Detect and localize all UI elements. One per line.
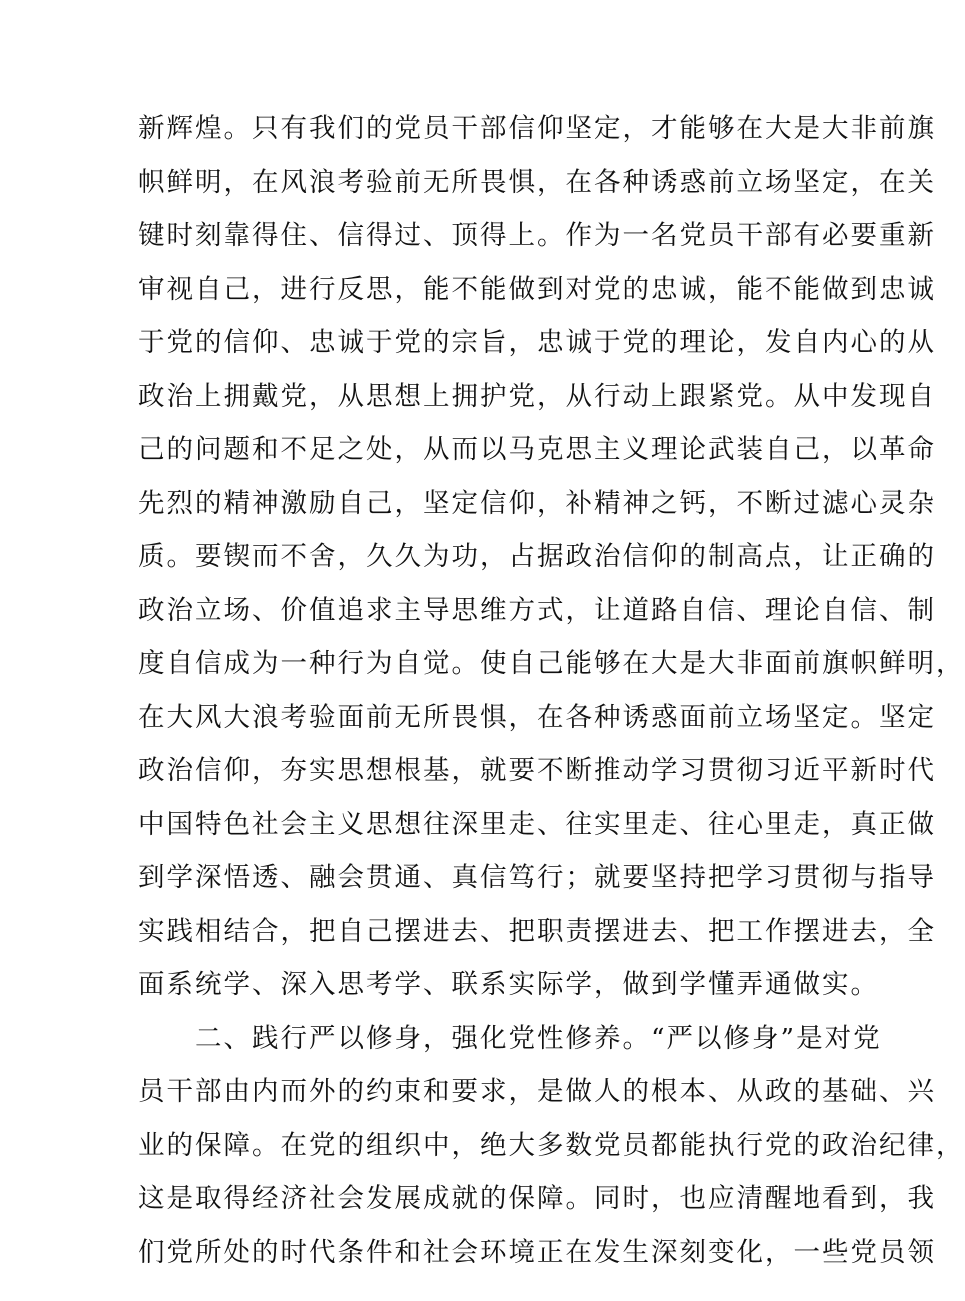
text-line: 先烈的精神激励自己，坚定信仰，补精神之钙，不断过滤心灵杂 [138, 487, 936, 519]
text-line: 在大风大浪考验面前无所畏惧，在各种诱惑面前立场坚定。坚定 [138, 701, 936, 733]
text-line: 到学深悟透、融会贯通、真信笃行；就要坚持把学习贯彻与指导 [138, 862, 936, 893]
text-line: 员干部由内而外的约束和要求，是做人的根本、从政的基础、兴 [138, 1076, 936, 1107]
text-line: 政治上拥戴党，从思想上拥护党，从行动上跟紧党。从中发现自 [138, 380, 936, 412]
text-line: 于党的信仰、忠诚于党的宗旨，忠诚于党的理论，发自内心的从 [138, 327, 936, 358]
text-line: 政治信仰，夯实思想根基，就要不断推动学习贯彻习近平新时代 [138, 755, 936, 786]
text-line: 二、践行严以修身，强化党性修养。“严以修身”是对党 [138, 1022, 882, 1054]
body-text [138, 107, 965, 1284]
text-line: 政治立场、价值追求主导思维方式，让道路自信、理论自信、制 [138, 594, 936, 626]
text-line: 这是取得经济社会发展成就的保障。同时，也应清醒地看到，我 [138, 1183, 936, 1214]
text-line: 面系统学、深入思考学、联系实际学，做到学懂弄通做实。 [138, 969, 879, 1000]
text-line: 度自信成为一种行为自觉。使自己能够在大是大非面前旗帜鲜明， [138, 648, 965, 679]
text-line: 中国特色社会主义思想往深里走、往实里走、往心里走，真正做 [138, 808, 936, 840]
text-line: 们党所处的时代条件和社会环境正在发生深刻变化，一些党员领 [138, 1236, 936, 1268]
text-line: 键时刻靠得住、信得过、顶得上。作为一名党员干部有必要重新 [138, 220, 936, 251]
text-line: 业的保障。在党的组织中，绝大多数党员都能执行党的政治纪律， [138, 1129, 965, 1161]
text-line: 己的问题和不足之处，从而以马克思主义理论武装自己，以革命 [138, 434, 936, 465]
text-line: 质。要锲而不舍，久久为功，占据政治信仰的制高点，让正确的 [138, 541, 936, 572]
text-line: 实践相结合，把自己摆进去、把职责摆进去、把工作摆进去，全 [138, 915, 936, 947]
text-line: 新辉煌。只有我们的党员干部信仰坚定，才能够在大是大非前旗 [138, 113, 936, 144]
text-line: 审视自己，进行反思，能不能做到对党的忠诚，能不能做到忠诚 [138, 273, 936, 305]
text-line: 帜鲜明，在风浪考验前无所畏惧，在各种诱惑前立场坚定，在关 [138, 166, 936, 198]
